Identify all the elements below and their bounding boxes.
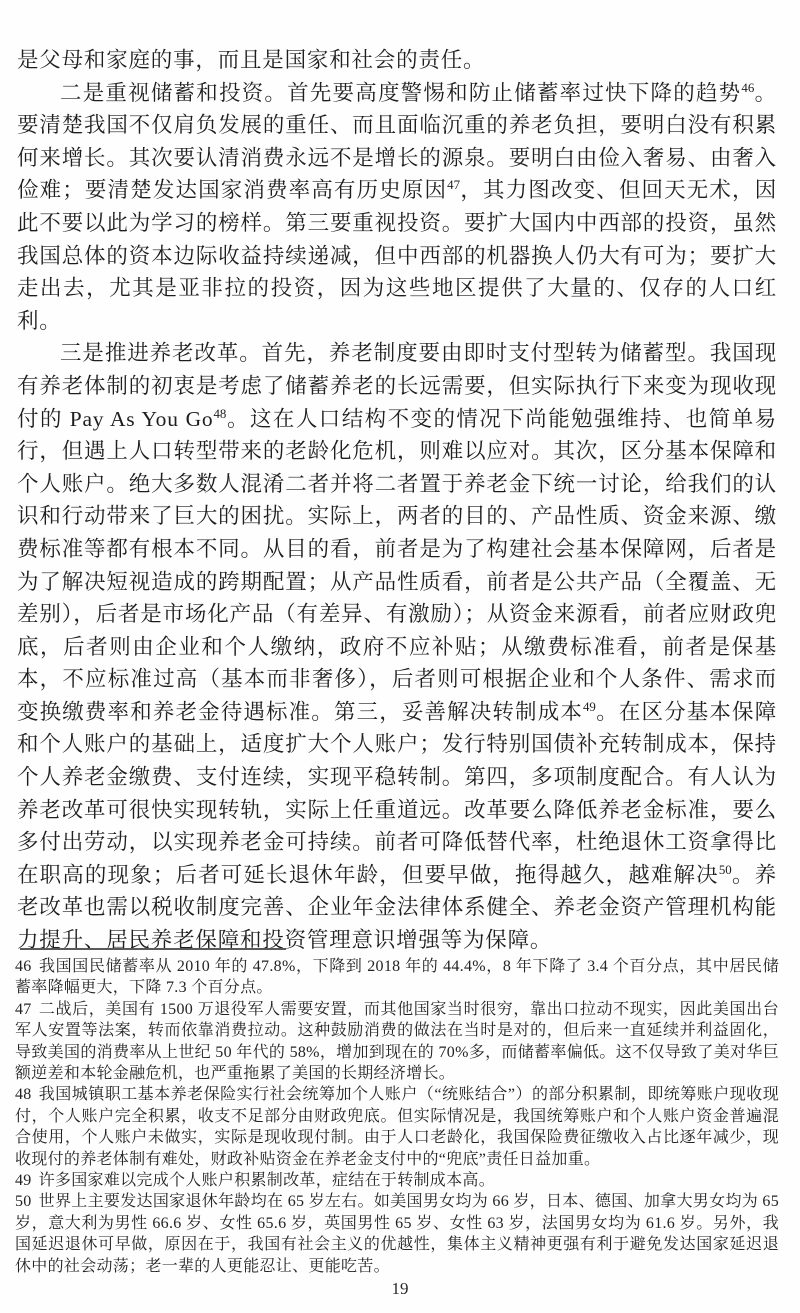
footnote-text: 二战后，美国有 1500 万退役军人需要安置，而其他国家当时很穷，靠出口拉动不现实，因此美国出台军人安置等法案，转而依靠消费拉动。这种鼓励消费的做法在当时是对的，但后来一直延续并利益固化，导致美国的消费率从上世纪 50 年代的 58%，增加到现在的 70%多，而储蓄率偏低。这不仅导致了美对华巨额逆差和本轮金融危机，也严重拖累了美国的长期经济增长。 (15, 1000, 779, 1083)
body-text (17, 44, 777, 957)
body-text-segment: 。这在人口结构不变的情况下尚能勉强维持、也简单易行，但遇上人口转型带来的老龄化危机，则难以应对。其次，区分基本保障和个人账户。绝大多数人混淆二者并将二者置于养老金下统一讨论，给我们的认识和行动带来了巨大的困扰。实际上，两者的目的、产品性质、资金来源、缴费标准等都有根本不同。从目的看，前者是为了构建社会基本保障网，后者是为了解决短视造成的跨期配置；从产品性质看，前者是公共产品（全覆盖、无差别），后者是市场化产品（有差异、有激励）；从资金来源看，前者应财政兜底，后者则由企业和个人缴纳，政府不应补贴；从缴费标准看，前者是保基本，不应标准过高（基本而非奢侈），后者则可根据企业和个人条件、需求而变换缴费率和养老金待遇标准。第三，妥善解决转制成本 (17, 406, 777, 724)
footnote-ref: 47 (447, 178, 461, 193)
footnote-item (15, 1084, 779, 1170)
footnote-ref: 50 (718, 862, 732, 877)
footnote-text: 我国国民储蓄率从 2010 年的 47.8%，下降到 2018 年的 44.4%，8 年下降了 3.4 个百分点，其中居民储蓄率降幅更大，下降 7.3 个百分点。 (15, 958, 779, 997)
footnote-text: 许多国家难以完成个人账户积累制改革，症结在于转制成本高。 (38, 1172, 496, 1190)
body-text-segment: 。养老改革也需以税收制度完善、企业年金法律体系健全、养老金资产管理机构能力提升、居民养老保障和投资管理意识增强等为保障。 (17, 862, 777, 953)
body-text-segment: 二是重视储蓄和投资。首先要高度警惕和防止储蓄率过快下降的趋势 (60, 80, 742, 105)
body-paragraph (17, 77, 777, 338)
footnote-text: 我国城镇职工基本养老保险实行社会统筹加个人账户（“统账结合”）的部分积累制，即统筹账户现收现付，个人账户完全积累，收支不足部分由财政兜底。但实际情况是，我国统筹账户和个人账户资金普遍混合使用，个人账户未做实，实际是现收现付制。由于人口老龄化，我国保险费征缴收入占比逐年减少，现收现付的养老体制有难处，财政补贴资金在养老金支付中的“兜底”责任日益加重。 (15, 1086, 779, 1168)
footnote-separator (20, 948, 286, 950)
page-number: 19 (391, 1279, 409, 1298)
footnote-ref: 49 (582, 699, 596, 714)
footnote-text: 世界上主要发达国家退休年龄均在 65 岁左右。如美国男女均为 66 岁，日本、德国、加拿大男女均为 65 岁，意大利为男性 66.6 岁、女性 65.6 岁，英国男性 65 岁、女性 63 岁，法国男女均为 61.6 岁。另外，我国延迟退休可早做，原因在于，我国有社会主义的优越性，集体主义精神更强有利于避免发达国家延迟退休中的社会动荡；老一辈的人更能忍让、更能吃苦。 (15, 1193, 779, 1275)
body-paragraph (17, 337, 777, 956)
body-paragraph (17, 44, 777, 77)
footnote-number: 50 (15, 1193, 32, 1211)
body-text-segment: 三是推进养老改革。首先，养老制度要由即时支付型转为储蓄型。我国现有养老体制的初衷是考虑了储蓄养老的长远需要，但实际执行下来变为现收现付的 Pay As You Go (17, 341, 777, 431)
footnotes-section (15, 956, 779, 1277)
footnote-item (15, 1191, 779, 1277)
footnote-number: 47 (15, 1000, 32, 1018)
footnote-item (15, 999, 779, 1085)
footnote-item (15, 1170, 779, 1191)
footnote-ref: 48 (213, 406, 227, 421)
footnote-ref: 46 (741, 80, 755, 95)
body-text-segment: 。要清楚我国不仅肩负发展的重任、而且面临沉重的养老负担，要明白没有积累何来增长。其次要认清消费永远不是增长的源泉。要明白由俭入奢易、由奢入俭难；要清楚发达国家消费率高有历史原因 (17, 80, 777, 203)
footnote-number: 49 (15, 1172, 32, 1190)
body-text-segment: 是父母和家庭的事，而且是国家和社会的责任。 (17, 48, 486, 72)
footnote-item (15, 956, 779, 999)
body-text-segment: 。在区分基本保障和个人账户的基础上，适度扩大个人账户；发行特别国债补充转制成本，保持个人养老金缴费、支付连续，实现平稳转制。第四，多项制度配合。有人认为养老改革可很快实现转轨，实际上任重道远。改革要么降低养老金标准，要么多付出劳动，以实现养老金可持续。前者可降低替代率，杜绝退休工资拿得比在职高的现象；后者可延长退休年龄，但要早做，拖得越久，越难解决 (17, 699, 777, 887)
footnote-number: 48 (15, 1086, 32, 1104)
body-text-segment: ，其力图改变、但回天无术，因此不要以此为学习的榜样。第三要重视投资。要扩大国内中西部的投资，虽然我国总体的资本边际收益持续递减，但中西部的机器换人仍大有可为；要扩大走出去，尤其是亚非拉的投资，因为这些地区提供了大量的、仅存的人口红利。 (17, 178, 778, 333)
footnote-number: 46 (15, 958, 32, 975)
